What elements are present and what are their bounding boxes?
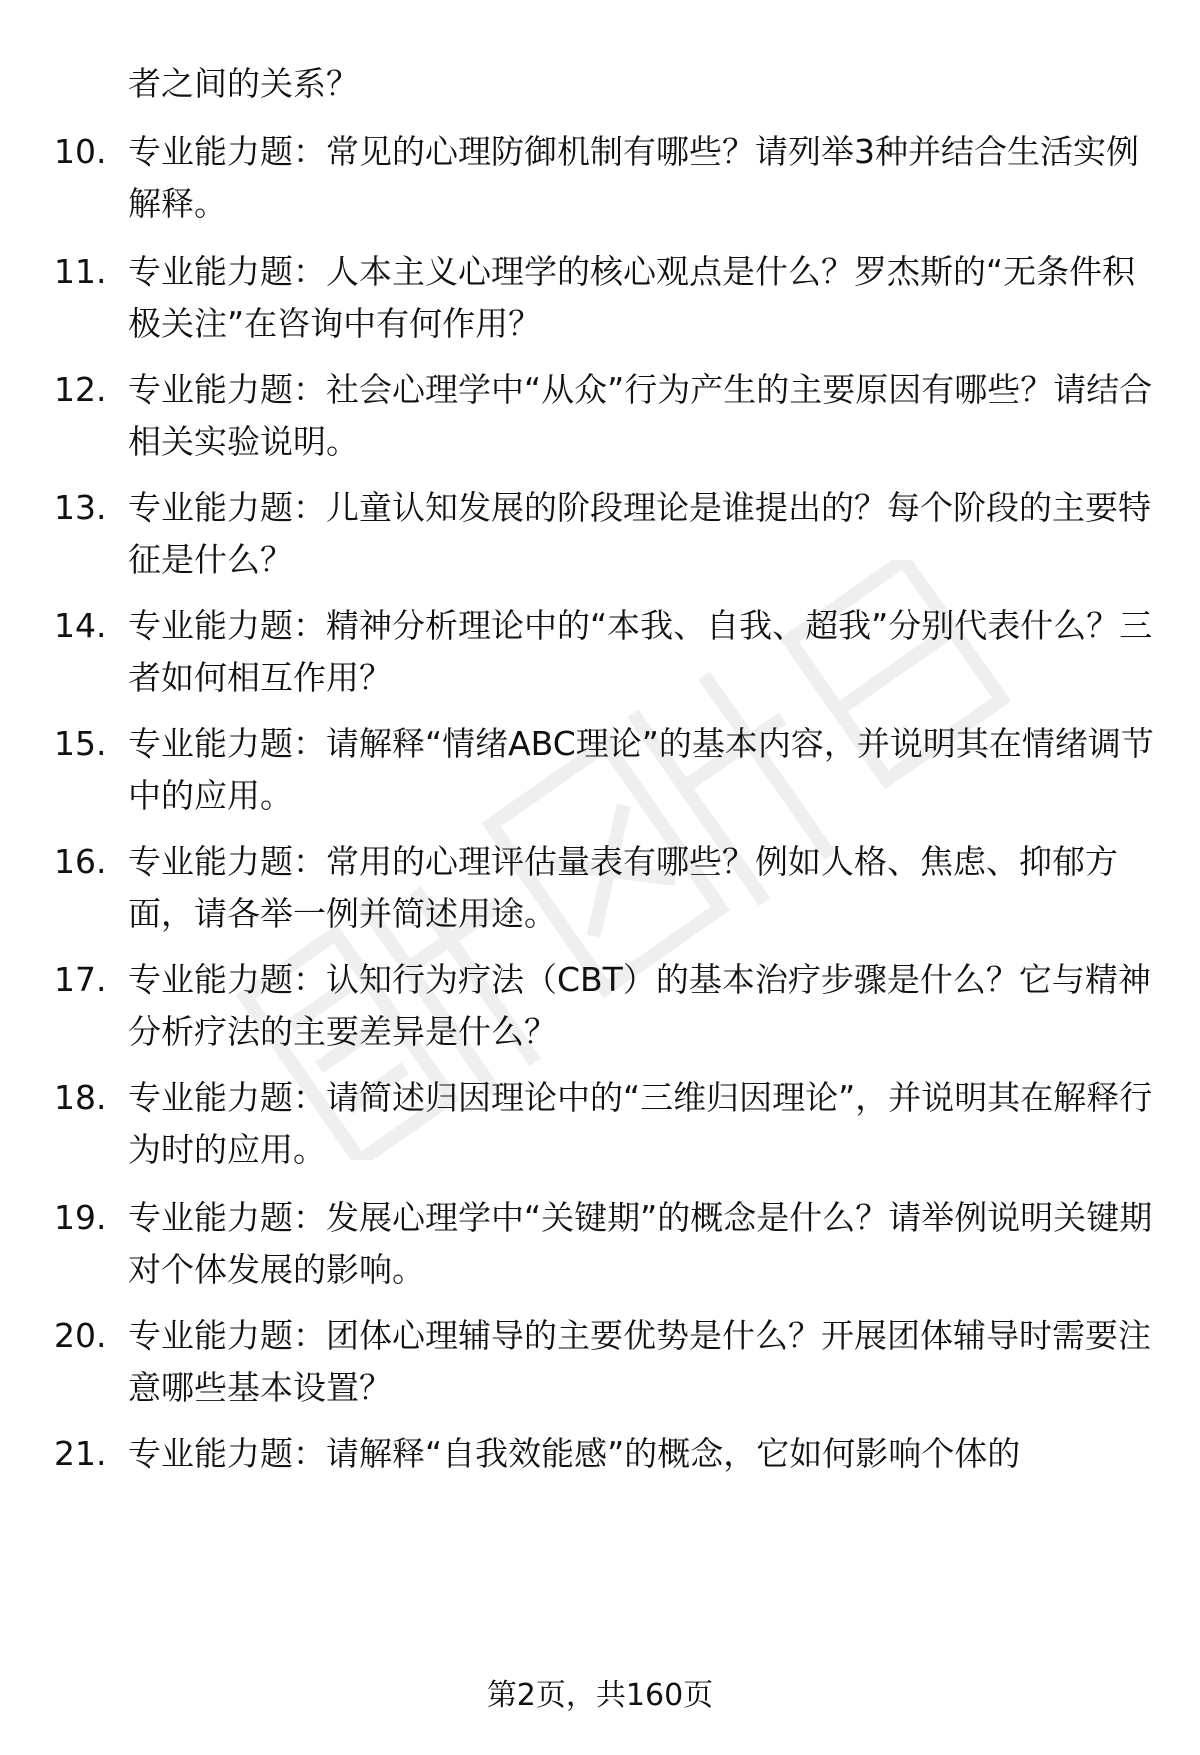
question-text: 专业能力题：社会心理学中“从众”行为产生的主要原因有哪些？请结合相关实验说明。 <box>128 370 1153 461</box>
question-text: 专业能力题：常用的心理评估量表有哪些？例如人格、焦虑、抑郁方面，请各举一例并简述用途。 <box>128 842 1118 933</box>
question-number: 12. <box>54 370 107 409</box>
question-text: 专业能力题：发展心理学中“关键期”的概念是什么？请举例说明关键期对个体发展的影响。 <box>128 1198 1153 1289</box>
question-number: 13. <box>54 488 107 527</box>
question-text: 专业能力题：请解释“自我效能感”的概念，它如何影响个体的 <box>128 1434 1021 1473</box>
question-number: 21. <box>54 1434 107 1473</box>
question-number: 17. <box>54 960 107 999</box>
question-text: 专业能力题：儿童认知发展的阶段理论是谁提出的？每个阶段的主要特征是什么？ <box>128 488 1151 579</box>
question-number: 11. <box>54 252 107 291</box>
question-number: 14. <box>54 606 107 645</box>
question-number: 16. <box>54 842 107 881</box>
question-number: 18. <box>54 1078 107 1117</box>
question-number: 19. <box>54 1198 107 1237</box>
question-text: 专业能力题：常见的心理防御机制有哪些？请列举3种并结合生活实例解释。 <box>128 132 1139 223</box>
question-number: 15. <box>54 724 107 763</box>
question-text: 专业能力题：团体心理辅导的主要优势是什么？开展团体辅导时需要注意哪些基本设置？ <box>128 1316 1151 1407</box>
continued-question-text: 者之间的关系？ <box>128 64 359 103</box>
question-text: 专业能力题：认知行为疗法（CBT）的基本治疗步骤是什么？它与精神分析疗法的主要差异是什么？ <box>128 960 1151 1051</box>
question-text: 专业能力题：精神分析理论中的“本我、自我、超我”分别代表什么？三者如何相互作用？ <box>128 606 1153 697</box>
question-text: 专业能力题：请简述归因理论中的“三维归因理论”，并说明其在解释行为时的应用。 <box>128 1078 1153 1169</box>
question-number: 20. <box>54 1316 107 1355</box>
page-footer: 第2页，共160页 <box>486 1678 714 1713</box>
question-number: 10. <box>54 132 107 171</box>
question-text: 专业能力题：请解释“情绪ABC理论”的基本内容，并说明其在情绪调节中的应用。 <box>128 724 1154 815</box>
question-text: 专业能力题：人本主义心理学的核心观点是什么？罗杰斯的“无条件积极关注”在咨询中有何作用？ <box>128 252 1136 343</box>
